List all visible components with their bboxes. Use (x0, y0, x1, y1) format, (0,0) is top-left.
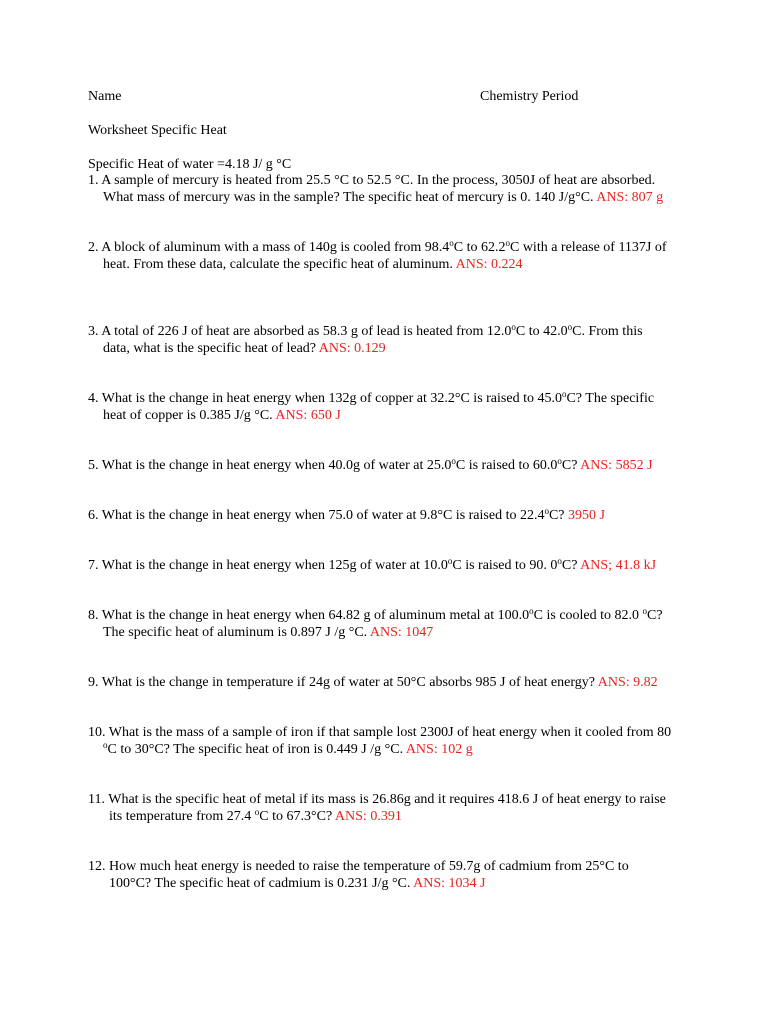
question-8-text-c: C? (647, 608, 663, 623)
question-7-line-1 (88, 557, 656, 574)
question-10-line-1: 10. What is the mass of a sample of iron if that sample lost 2300J of heat energy when it cooled from 80 (88, 725, 672, 740)
question-4-line-2 (103, 407, 341, 424)
question-11-answer: ANS: 0.391 (334, 809, 402, 824)
question-5-text-a: 5. What is the change in heat energy when 40.0g of water at 25.0 (88, 458, 452, 473)
question-6-text-b: C? (548, 508, 565, 523)
question-3-line-1 (88, 323, 643, 340)
question-10-answer: ANS: 102 g (405, 742, 473, 757)
question-2-line-2 (103, 256, 523, 273)
question-8-answer: ANS: 1047 (369, 625, 434, 640)
question-2-line-1 (88, 239, 667, 256)
question-8-line-1 (88, 607, 663, 624)
question-1-line-1: 1. A sample of mercury is heated from 25.5 °C to 52.5 °C. In the process, 3050J of heat are absorbed. (88, 173, 656, 188)
question-11-text-a: its temperature from 27.4 (109, 809, 252, 824)
question-1-answer: ANS: 807 g (596, 190, 664, 205)
question-8-text-a: 8. What is the change in heat energy when 64.82 g of aluminum metal at 100.0 (88, 608, 530, 623)
question-5-answer: ANS: 5852 J (580, 458, 653, 473)
question-9-answer: ANS: 9.82 (597, 675, 658, 690)
degree-sup: o (447, 556, 453, 566)
degree-sup: o (511, 322, 516, 332)
question-4-line-1 (88, 390, 654, 407)
degree-sup: o (451, 456, 456, 466)
question-4-text-b: C? The specific (566, 391, 655, 406)
question-12-line-1: 12. How much heat energy is needed to raise the temperature of 59.7g of cadmium from 25°C to (88, 859, 629, 874)
question-6-answer: 3950 J (568, 508, 605, 523)
degree-sup: o (567, 322, 573, 332)
question-3-line-2 (103, 340, 386, 357)
question-6-text-a: 6. What is the change in heat energy when 75.0 of water at 9.8°C is raised to 22.4 (88, 508, 545, 523)
name-label: Name (88, 89, 122, 104)
question-7-answer: ANS; 41.8 kJ (580, 558, 657, 573)
question-7-text-a: 7. What is the change in heat energy when 125g of water at 10.0 (88, 558, 448, 573)
question-4-text: heat of copper is 0.385 J/g °C. (103, 408, 273, 423)
worksheet-title: Worksheet Specific Heat (88, 123, 227, 138)
question-2-text-a: 2. A block of aluminum with a mass of 140g is cooled from 98.4 (88, 240, 450, 255)
degree-sup: o (449, 238, 454, 248)
question-12-text: 100°C? The specific heat of cadmium is 0.231 J/g °C. (109, 876, 411, 891)
degree-sup: o (254, 807, 260, 817)
degree-sup: o (557, 556, 562, 566)
question-4-text-a: 4. What is the change in heat energy when 132g of copper at 32.2°C is raised to 45.0 (88, 391, 562, 406)
degree-sup: o (561, 389, 567, 399)
question-7-text-b: C is raised to 90. 0 (452, 558, 558, 573)
question-5-line-1 (88, 457, 653, 474)
question-6-line-1 (88, 507, 605, 524)
question-2-text-c: C with a release of 1137J of (509, 240, 667, 255)
degree-sup: o (642, 606, 648, 616)
question-3-text-a: 3. A total of 226 J of heat are absorbed as 58.3 g of lead is heated from 12.0 (88, 324, 512, 339)
class-label: Chemistry Period (480, 89, 579, 104)
question-5-text-c: C? (561, 458, 578, 473)
question-8-text-b: C is cooled to 82.0 (533, 608, 640, 623)
question-8-line-2 (103, 624, 433, 641)
question-3-text-b: C to 42.0 (515, 324, 568, 339)
question-1-line-2 (103, 189, 663, 206)
question-2-text-b: C to 62.2 (453, 240, 506, 255)
question-2-answer: ANS: 0.224 (455, 257, 523, 272)
question-3-text-c: C. From this (572, 324, 643, 339)
degree-sup: o (529, 606, 534, 616)
question-11-line-2 (109, 808, 402, 825)
question-12-line-2 (109, 875, 485, 892)
degree-sup: o (103, 740, 108, 750)
question-1-text: What mass of mercury was in the sample? The specific heat of mercury is 0. 140 J/g°C. (103, 190, 594, 205)
question-9-line-1 (88, 674, 658, 691)
question-11-line-1: 11. What is the specific heat of metal if its mass is 26.86g and it requires 418.6 J of heat energy to raise (88, 792, 666, 807)
water-specific-heat-note: Specific Heat of water =4.18 J/ g °C (88, 157, 292, 172)
degree-sup: o (544, 506, 549, 516)
question-12-answer: ANS: 1034 J (413, 876, 486, 891)
degree-sup: o (557, 456, 562, 466)
question-11-text-b: C to 67.3°C? (259, 809, 333, 824)
degree-sup: o (505, 238, 510, 248)
question-10-line-2 (103, 741, 473, 758)
question-2-text: heat. From these data, calculate the specific heat of aluminum. (103, 257, 453, 272)
question-10-text: C to 30°C? The specific heat of iron is 0.449 J /g °C. (107, 742, 404, 757)
question-7-text-c: C? (561, 558, 578, 573)
question-8-text: The specific heat of aluminum is 0.897 J /g °C. (103, 625, 368, 640)
question-3-answer: ANS: 0.129 (318, 341, 386, 356)
question-5-text-b: C is raised to 60.0 (455, 458, 558, 473)
question-9-text: 9. What is the change in temperature if 24g of water at 50°C absorbs 985 J of heat energy? (88, 675, 595, 690)
question-3-text: data, what is the specific heat of lead? (103, 341, 317, 356)
question-4-answer: ANS: 650 J (275, 408, 341, 423)
